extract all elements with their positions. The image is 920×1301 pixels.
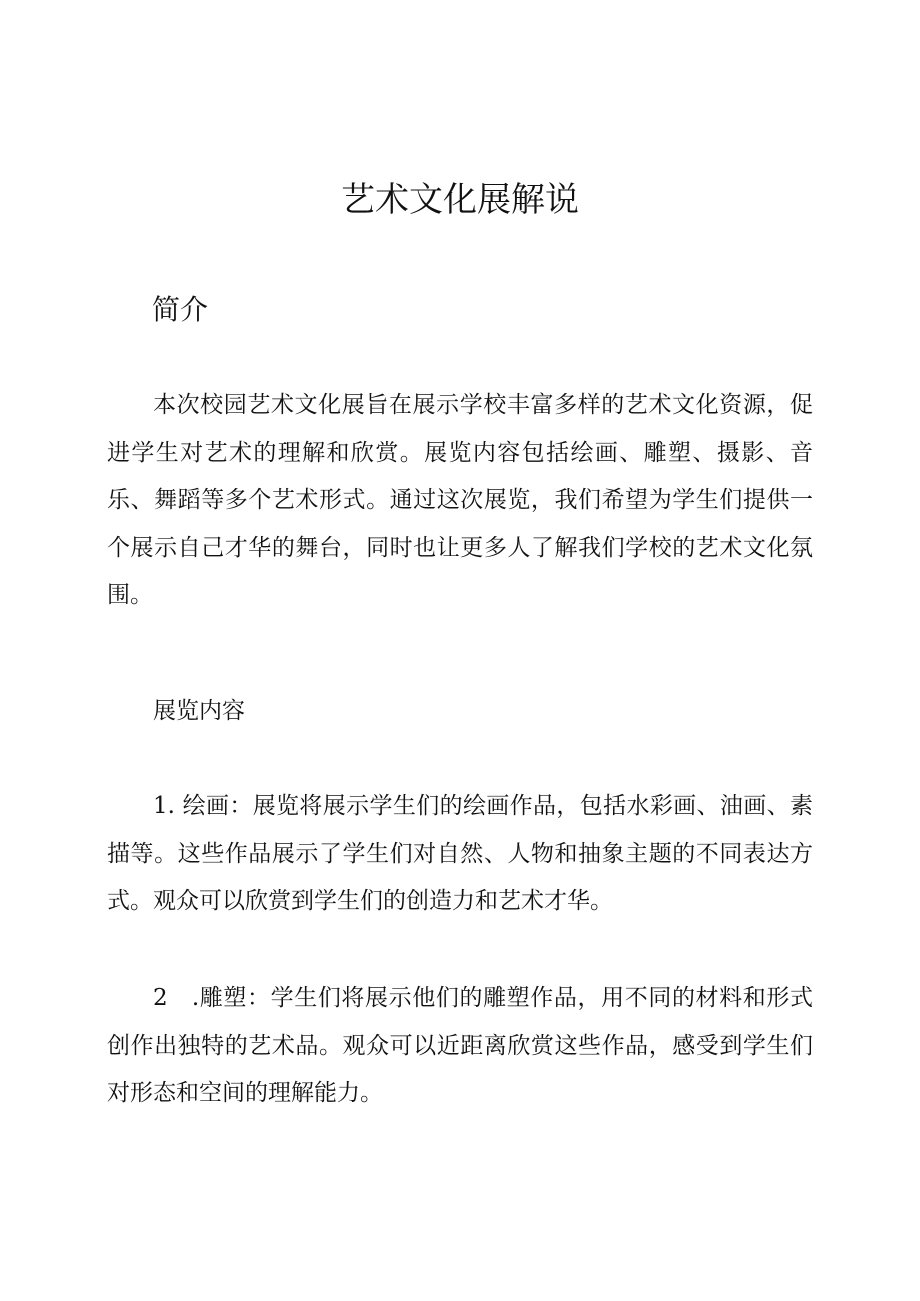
document-title: 艺术文化展解说 — [341, 180, 579, 220]
intro-paragraph: 本次校园艺术文化展旨在展示学校丰富多样的艺术文化资源，促进学生对艺术的理解和欣赏。展览内容包括绘画、雕塑、摄影、音乐、舞蹈等多个艺术形式。通过这次展览，我们希望为学生们提供一个展示自己才华的舞台，同时也让更多人了解我们学校的艺术文化氛围。 — [107, 392, 813, 608]
exhibit-item-painting: 1. 绘画：展览将展示学生们的绘画作品，包括水彩画、油画、素描等。这些作品展示了学生们对自然、人物和抽象主题的不同表达方式。观众可以欣赏到学生们的创造力和艺术才华。 — [107, 793, 813, 914]
section-subheading-exhibition-content: 展览内容 — [153, 698, 245, 724]
exhibit-item-sculpture: 2 .雕塑：学生们将展示他们的雕塑作品，用不同的材料和形式创作出独特的艺术品。观众可以近距离欣赏这些作品，感受到学生们对形态和空间的理解能力。 — [107, 985, 813, 1106]
section-heading-intro: 简介 — [152, 293, 209, 326]
